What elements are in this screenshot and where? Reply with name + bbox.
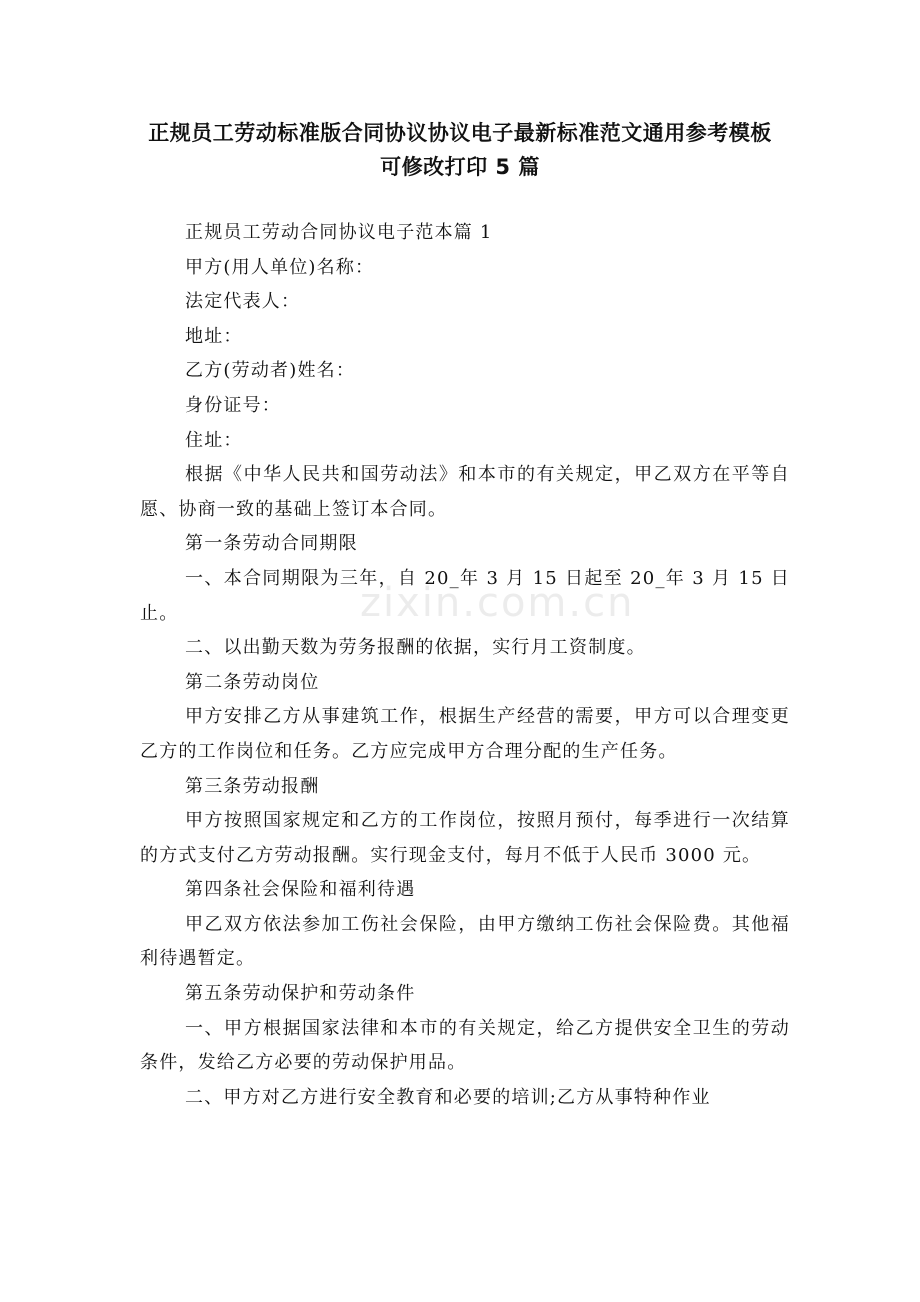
paragraph: 第五条劳动保护和劳动条件 [185, 983, 416, 1005]
paragraph: 一、本合同期限为三年，自 20_年 3 月 15 日起至 20_年 3 月 15 日止。 [140, 567, 790, 624]
paragraph: 乙方(劳动者)姓名： [185, 360, 356, 382]
paragraph: 地址： [185, 325, 243, 347]
paragraph: 一、甲方根据国家法律和本市的有关规定，给乙方提供安全卫生的劳动条件，发给乙方必要的劳动保护用品。 [140, 1017, 790, 1074]
paragraph: 正规员工劳动合同协议电子范本篇 1 [185, 222, 493, 243]
paragraph: 二、以出勤天数为劳务报酬的依据，实行月工资制度。 [185, 637, 646, 659]
title-line-2: 可修改打印 5 篇 [380, 155, 540, 179]
paragraph: 身份证号： [185, 394, 281, 416]
paragraph: 二、甲方对乙方进行安全教育和必要的培训;乙方从事特种作业 [185, 1086, 711, 1108]
watermark: zixin.com.cn [360, 580, 635, 626]
paragraph: 甲乙双方依法参加工伤社会保险，由甲方缴纳工伤社会保险费。其他福利待遇暂定。 [140, 913, 790, 970]
document-body [140, 216, 790, 1115]
document-title [130, 116, 790, 184]
paragraph: 第二条劳动岗位 [185, 671, 320, 693]
paragraph: 法定代表人： [185, 291, 301, 313]
paragraph: 住址： [185, 429, 243, 451]
paragraph: 第四条社会保险和福利待遇 [185, 879, 416, 901]
paragraph: 根据《中华人民共和国劳动法》和本市的有关规定，甲乙双方在平等自愿、协商一致的基础上签订本合同。 [140, 464, 790, 520]
title-line-1: 正规员工劳动标准版合同协议协议电子最新标准范文通用参考模板 [148, 121, 772, 145]
paragraph: 甲方(用人单位)名称： [185, 256, 375, 278]
paragraph: 甲方按照国家规定和乙方的工作岗位，按照月预付，每季进行一次结算的方式支付乙方劳动报酬。实行现金支付，每月不低于人民币 3000 元。 [140, 810, 790, 866]
paragraph: 第三条劳动报酬 [185, 775, 320, 797]
paragraph: 第一条劳动合同期限 [185, 533, 358, 555]
paragraph: 甲方安排乙方从事建筑工作，根据生产经营的需要，甲方可以合理变更乙方的工作岗位和任务。乙方应完成甲方合理分配的生产任务。 [140, 706, 790, 762]
